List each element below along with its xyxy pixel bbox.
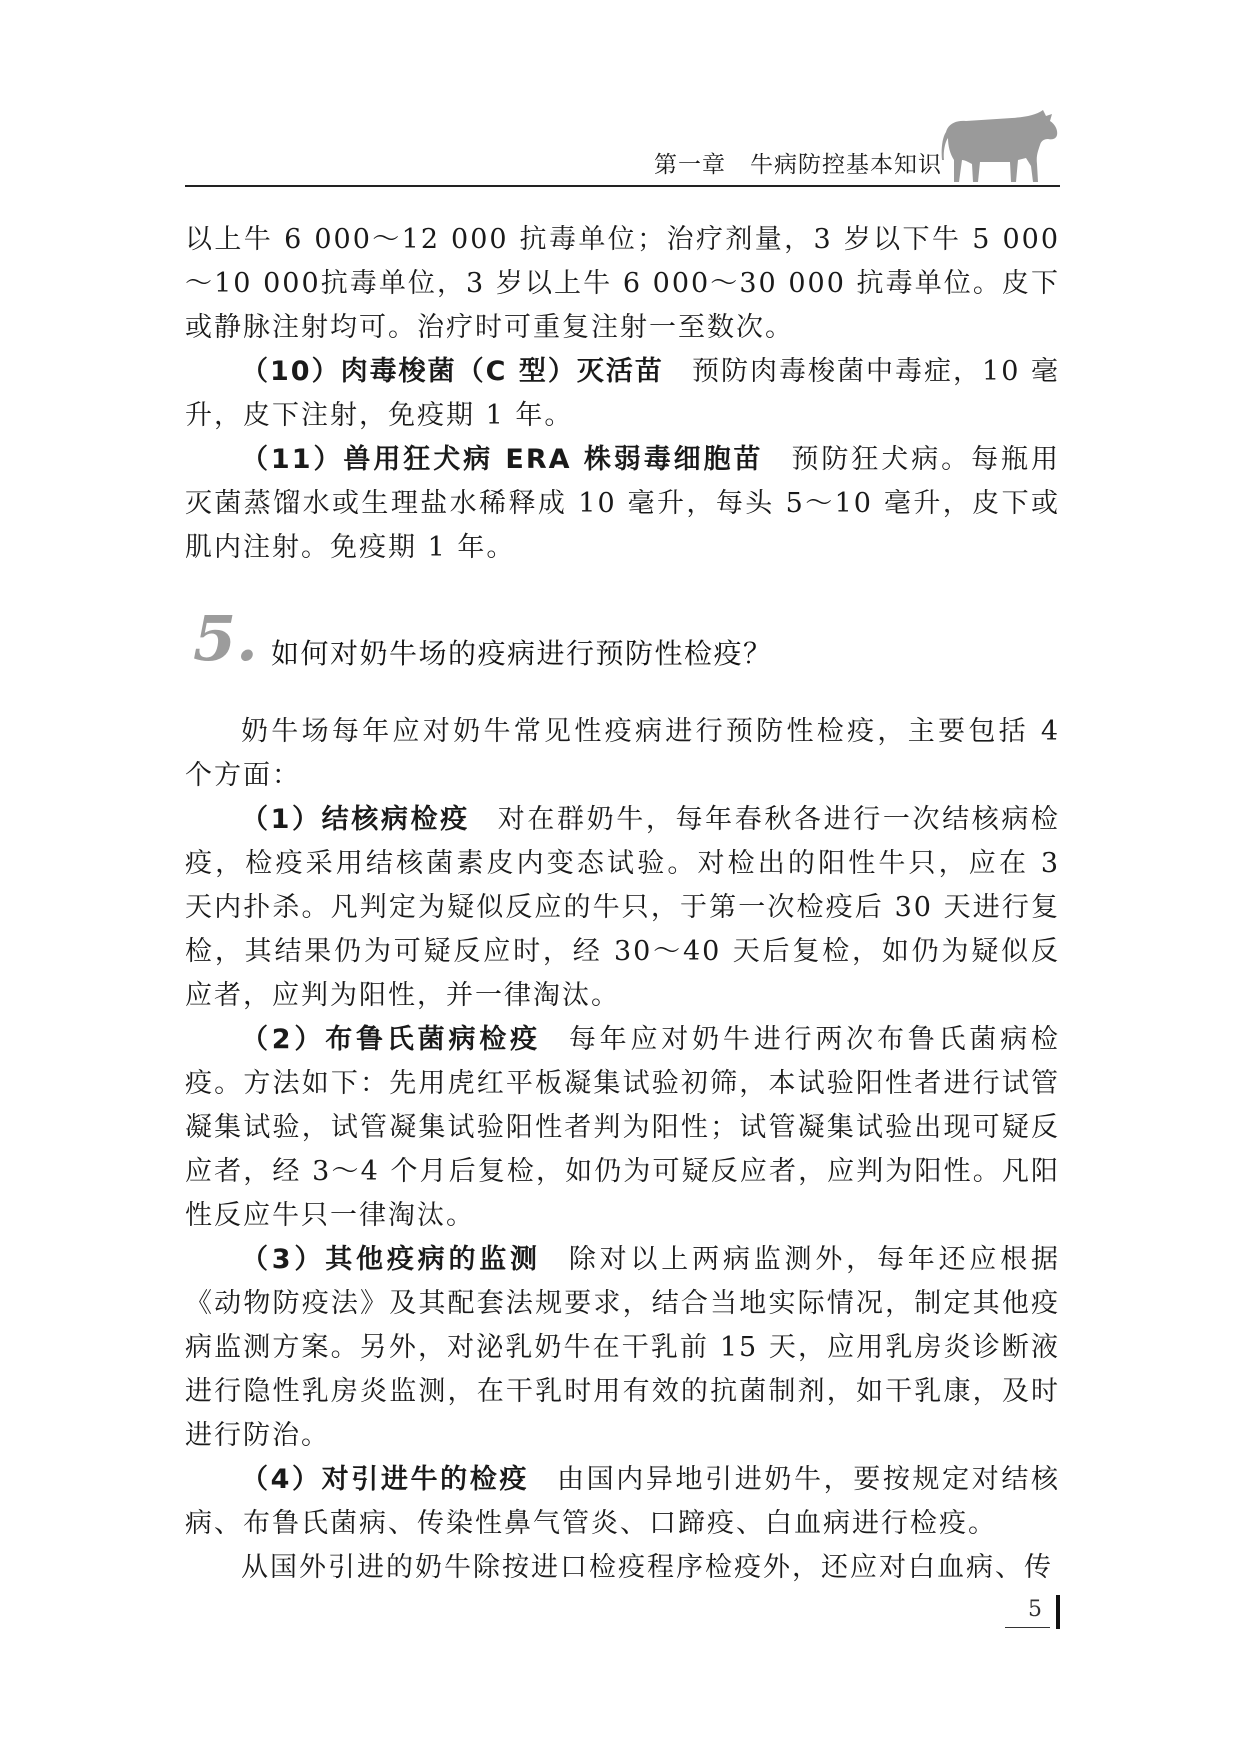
- item-heading: （1）结核病检疫: [241, 804, 470, 835]
- paragraph-continued: [185, 218, 1060, 350]
- header-rule: [185, 185, 1060, 187]
- paragraph-text: 对在群奶牛，每年春秋各进行一次结核病检疫，检疫采用结核菌素皮内变态试验。对检出的阳性牛只，应在 3 天内扑杀。凡判定为疑似反应的牛只，于第一次检疫后 30 天进行复检，其结果仍为可疑反应时，经 30～40 天后复检，如仍为疑似反应者，应判为阳性，并一律淘汰。: [185, 804, 1060, 1011]
- paragraph-text: 除对以上两病监测外，每年还应根据《动物防疫法》及其配套法规要求，结合当地实际情况，制定其他疫病监测方案。另外，对泌乳奶牛在干乳前 15 天，应用乳房炎诊断液进行隐性乳房炎监测，在干乳时用有效的抗菌制剂，如干乳康，及时进行防治。: [185, 1244, 1060, 1451]
- footer-bar: [1056, 1595, 1060, 1629]
- paragraph-item-4: [185, 1458, 1060, 1546]
- section-number: 5.: [193, 602, 258, 675]
- paragraph-text: 预防狂犬病。每瓶用灭菌蒸馏水或生理盐水稀释成 10 毫升，每头 5～10 毫升，皮下或肌内注射。免疫期 1 年。: [185, 444, 1060, 563]
- footer-rule: [1005, 1627, 1050, 1628]
- item-heading: （10）肉毒梭菌（C 型）灭活苗: [241, 356, 664, 387]
- paragraph-item-11: [185, 438, 1060, 570]
- cow-icon: [940, 108, 1060, 186]
- paragraph-text: 每年应对奶牛进行两次布鲁氏菌病检疫。方法如下：先用虎红平板凝集试验初筛，本试验阳性者进行试管凝集试验，试管凝集试验阳性者判为阳性；试管凝集试验出现可疑反应者，经 3～4 个月后复检，如仍为可疑反应者，应判为阳性。凡阳性反应牛只一律淘汰。: [185, 1024, 1060, 1231]
- paragraph-text: 以上牛 6 000～12 000 抗毒单位；治疗剂量，3 岁以下牛 5 000～10 000抗毒单位，3 岁以上牛 6 000～30 000 抗毒单位。皮下或静脉注射均可。治疗时可重复注射一至数次。: [185, 224, 1060, 343]
- paragraph-item-3: [185, 1238, 1060, 1458]
- item-heading: （11）兽用狂犬病 ERA 株弱毒细胞苗: [241, 444, 764, 475]
- page-footer: [1005, 1595, 1060, 1635]
- paragraph-item-10: [185, 350, 1060, 438]
- item-heading: （4）对引进牛的检疫: [241, 1464, 530, 1495]
- page-number: 5: [1028, 1597, 1042, 1622]
- running-header: [185, 100, 1060, 188]
- page-body: [185, 218, 1060, 1590]
- paragraph-text: 从国外引进的奶牛除按进口检疫程序检疫外，还应对白血病、传: [241, 1552, 1053, 1583]
- paragraph-text: 预防肉毒梭菌中毒症，10 毫升，皮下注射，免疫期 1 年。: [185, 356, 1060, 431]
- paragraph-item-1: [185, 798, 1060, 1018]
- paragraph-intro: [185, 710, 1060, 798]
- paragraph-foreign-import: [185, 1546, 1060, 1590]
- item-heading: （3）其他疫病的监测: [241, 1244, 541, 1275]
- paragraph-item-2: [185, 1018, 1060, 1238]
- chapter-title: 第一章 牛病防控基本知识: [654, 152, 942, 178]
- item-heading: （2）布鲁氏菌病检疫: [241, 1024, 541, 1055]
- paragraph-text: 奶牛场每年应对奶牛常见性疫病进行预防性检疫，主要包括 4 个方面：: [185, 716, 1060, 791]
- section-title: 如何对奶牛场的疫病进行预防性检疫？: [271, 637, 773, 670]
- section-heading: [185, 592, 1060, 704]
- paragraph-text: 由国内异地引进奶牛，要按规定对结核病、布鲁氏菌病、传染性鼻气管炎、口蹄疫、白血病进行检疫。: [185, 1464, 1061, 1539]
